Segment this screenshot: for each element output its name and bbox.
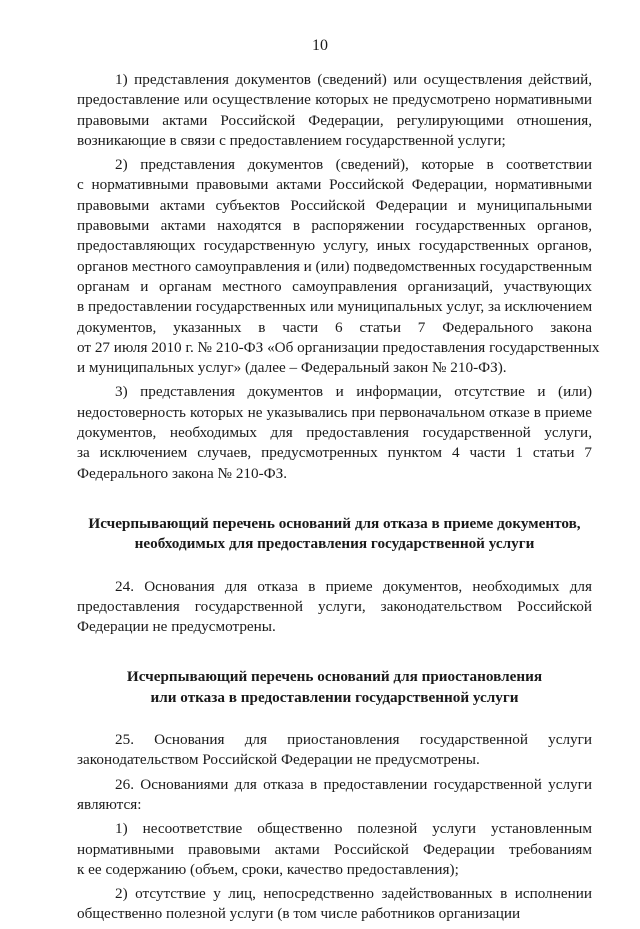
paragraph bbox=[77, 577, 592, 638]
text-line: являются: bbox=[77, 795, 142, 813]
text-line: 2) отсутствие у лиц, непосредственно задействованных в исполнении bbox=[115, 885, 592, 903]
text-line: 25. Основания для приостановления государственной услуги bbox=[115, 731, 592, 749]
text-line: нормативными правовыми актами Российской Федерации требованиям bbox=[77, 840, 592, 858]
text-line: документов, необходимых для предоставления государственной услуги, bbox=[77, 424, 592, 442]
text-line: 3) представления документов и информации, отсутствие и (или) bbox=[115, 383, 592, 401]
heading-line: необходимых для предоставления государственной услуги bbox=[134, 535, 535, 553]
text-line: от 27 июля 2010 г. № 210-ФЗ «Об организации предоставления государственных bbox=[77, 338, 600, 356]
text-line: за исключением случаев, предусмотренных пунктом 4 части 1 статьи 7 bbox=[77, 444, 592, 462]
text-line: Федерального закона № 210-ФЗ. bbox=[77, 464, 288, 482]
paragraph bbox=[77, 819, 592, 880]
text-line: органам и органам местного самоуправления организаций, участвующих bbox=[77, 277, 592, 295]
paragraph bbox=[77, 730, 592, 771]
text-line: возникающие в связи с предоставлением государственной услуги; bbox=[77, 131, 506, 149]
text-line: предоставления государственной услуги, законодательством Российской bbox=[77, 597, 592, 615]
page-number: 10 bbox=[312, 37, 328, 54]
text-line: и муниципальных услуг» (далее – Федеральный закон № 210-ФЗ). bbox=[77, 359, 507, 377]
text-line: 24. Основания для отказа в приеме документов, необходимых для bbox=[115, 577, 592, 595]
section-heading bbox=[77, 667, 592, 708]
text-line: правовыми актами Российской Федерации, регулирующими отношения, bbox=[77, 111, 592, 129]
text-line: 1) несоответствие общественно полезной услуги установленным bbox=[115, 820, 592, 838]
heading-line: или отказа в предоставлении государственной услуги bbox=[150, 688, 519, 706]
section-heading bbox=[77, 514, 592, 555]
heading-line: Исчерпывающий перечень оснований для приостановления bbox=[126, 668, 543, 686]
text-line: органов местного самоуправления и (или) подведомственных государственным bbox=[77, 257, 592, 275]
text-line: недостоверность которых не указывались при первоначальном отказе в приеме bbox=[77, 403, 592, 421]
text-line: в предоставлении государственных или муниципальных услуг, за исключением bbox=[77, 298, 593, 316]
paragraph bbox=[77, 775, 592, 816]
text-line: предоставление или осуществление которых не предусмотрено нормативными bbox=[77, 91, 592, 109]
paragraph bbox=[77, 884, 592, 925]
text-line: общественно полезной услуги (в том числе работников организации bbox=[77, 905, 521, 923]
text-line: Федерации не предусмотрены. bbox=[77, 618, 276, 636]
text-line: правовыми актами находятся в распоряжении государственных органов, bbox=[77, 217, 592, 235]
text-line: к ее содержанию (объем, сроки, качество предоставления); bbox=[77, 860, 459, 878]
text-line: 1) представления документов (сведений) или осуществления действий, bbox=[115, 71, 592, 88]
text-line: документов, указанных в части 6 статьи 7 Федерального закона bbox=[77, 318, 592, 336]
paragraph bbox=[77, 70, 592, 151]
text-line: 26. Основаниями для отказа в предоставлении государственной услуги bbox=[115, 775, 592, 793]
document-body bbox=[77, 70, 600, 929]
text-line: правовыми актами субъектов Российской Федерации и муниципальными bbox=[77, 196, 592, 214]
heading-line: Исчерпывающий перечень оснований для отказа в приеме документов, bbox=[88, 514, 581, 532]
text-line: с нормативными правовыми актами Российской Федерации, нормативными bbox=[77, 176, 592, 194]
paragraph bbox=[77, 155, 600, 378]
spacer bbox=[77, 488, 592, 514]
text-line: законодательством Российской Федерации не предусмотрены. bbox=[77, 751, 480, 769]
paragraph bbox=[77, 382, 592, 483]
spacer bbox=[77, 555, 592, 577]
spacer bbox=[77, 708, 592, 730]
text-line: предоставляющих государственную услугу, иных государственных органов, bbox=[77, 237, 592, 255]
spacer bbox=[77, 641, 592, 667]
text-line: 2) представления документов (сведений), которые в соответствии bbox=[115, 156, 592, 174]
